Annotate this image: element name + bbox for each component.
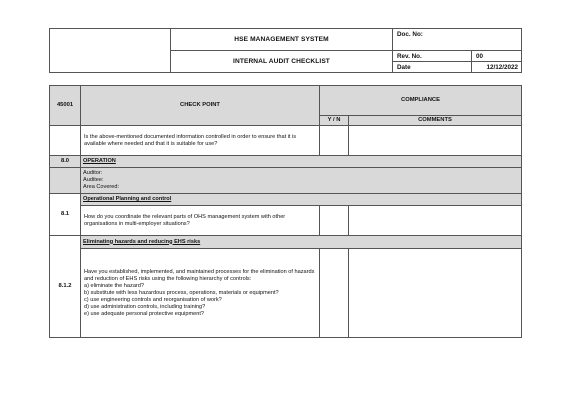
yn-header: Y / N — [320, 116, 349, 126]
subsection-code: 8.1 — [50, 194, 81, 236]
comments-cell[interactable] — [349, 126, 522, 156]
comments-cell[interactable] — [349, 249, 522, 338]
checkpoint-question: How do you coordinate the relevant parts of OHS management system with other organisations in multi-employer situations? — [81, 206, 320, 236]
standard-code-header: 45001 — [50, 86, 81, 126]
list-item: e) use adequate personal protective equipment? — [84, 310, 205, 317]
auditee-label: Auditee: — [83, 177, 104, 183]
checkpoint-question: Is the above-mentioned documented information controlled in order to ensure that it is available where needed and that it is suitable for use? — [81, 126, 320, 156]
checkpoint-question — [81, 249, 320, 338]
date-value: 12/12/2022 — [472, 62, 522, 73]
document-header — [49, 28, 522, 73]
question-intro: Have you established, implemented, and maintained processes for the elimination of hazards and reduction of EHS risks using the following hierarchy of controls: — [84, 268, 315, 282]
list-item: a) eliminate the hazard? — [84, 282, 145, 289]
logo-area — [50, 29, 171, 73]
subsection-code: 8.1.2 — [50, 236, 81, 338]
table-row — [50, 249, 522, 338]
list-item: d) use administration controls, including training? — [84, 303, 206, 310]
list-item: b) substitute with less hazardous process, operations, materials or equipment? — [84, 289, 279, 296]
section-code: 8.0 — [50, 156, 81, 168]
audit-info — [81, 168, 522, 194]
comments-header: COMMENTS — [349, 116, 522, 126]
section-title: OPERATION — [81, 156, 522, 168]
audit-checklist-table — [49, 85, 522, 338]
compliance-header: COMPLIANCE — [320, 86, 522, 116]
auditor-label: Auditor: — [83, 170, 103, 176]
area-covered-label: Area Covered: — [83, 184, 120, 190]
table-row — [50, 206, 522, 236]
subsection-title: Eliminating hazards and reducing EHS risks — [81, 236, 522, 249]
yn-cell[interactable] — [320, 206, 349, 236]
checklist-title: INTERNAL AUDIT CHECKLIST — [171, 51, 393, 73]
rev-no-value: 00 — [472, 51, 522, 62]
checkpoint-header: CHECK POINT — [81, 86, 320, 126]
audit-info-row — [50, 168, 522, 194]
section-row — [50, 156, 522, 168]
table-row — [50, 126, 522, 156]
yn-cell[interactable] — [320, 249, 349, 338]
subsection-title: Operational Planning and control — [81, 194, 522, 206]
comments-cell[interactable] — [349, 206, 522, 236]
subsection-title-row — [50, 236, 522, 249]
date-label: Date — [393, 62, 472, 73]
rev-no-label: Rev. No. — [393, 51, 472, 62]
hierarchy-of-controls-list — [84, 283, 316, 318]
system-title: HSE MANAGEMENT SYSTEM — [171, 29, 393, 51]
yn-cell[interactable] — [320, 126, 349, 156]
row-code — [50, 126, 81, 156]
doc-no-label: Doc. No: — [393, 29, 522, 51]
subsection-title-row — [50, 194, 522, 206]
list-item: c) use engineering controls and reorganisation of work? — [84, 296, 222, 303]
